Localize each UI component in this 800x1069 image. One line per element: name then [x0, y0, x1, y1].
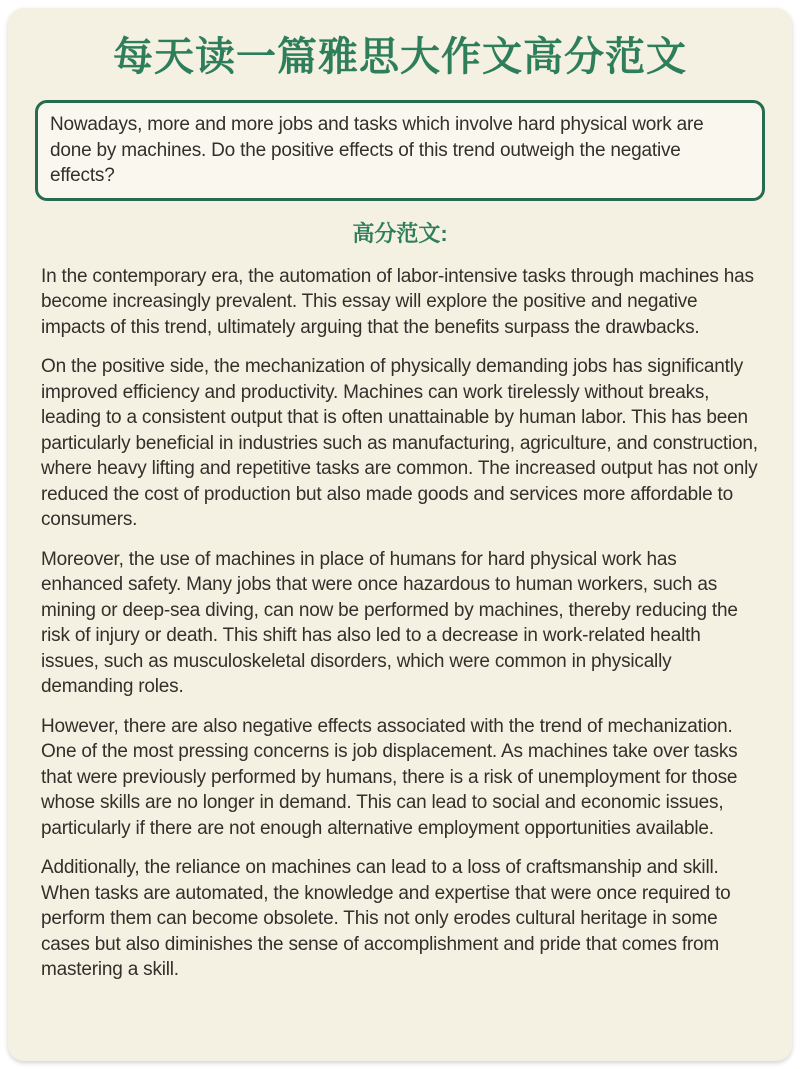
question-text: Nowadays, more and more jobs and tasks which involve hard physical work are done by machines. Do the positive effects of this trend outweigh the negative effects? — [50, 114, 704, 186]
essay-paragraph: Moreover, the use of machines in place of humans for hard physical work has enhanced safety. Many jobs that were once hazardous to human workers, such as mining or deep-sea diving, can now be performed by machines, thereby reducing the risk of injury or death. This shift has also led to a decrease in work-related health issues, such as musculoskeletal disorders, which were common in physically demanding roles. — [41, 548, 738, 697]
essay-paragraph: Additionally, the reliance on machines can lead to a loss of craftsmanship and skill. When tasks are automated, the knowledge and expertise that were once required to perform them can become obsolete. This not only erodes cultural heritage in some cases but also diminishes the sense of accomplishment and pride that comes from mastering a skill. — [41, 857, 731, 980]
essay-paragraph: However, there are also negative effects associated with the trend of mechanization. One of the most pressing concerns is job displacement. As machines take over tasks that were previously performed by humans, there is a risk of unemployment for those whose skills are no longer in demand. This can lead to social and economic issues, particularly if there are not enough alternative employment opportunities available. — [41, 715, 738, 839]
essay-card — [8, 8, 792, 1061]
question-box — [35, 100, 765, 201]
essay-paragraph: In the contemporary era, the automation of labor-intensive tasks through machines has become increasingly prevalent. This essay will explore the positive and negative impacts of this trend, ultimately arguing that the benefits surpass the drawbacks. — [41, 265, 754, 338]
essay-body — [35, 264, 765, 983]
section-heading: 高分范文: — [352, 220, 448, 246]
essay-paragraph: On the positive side, the mechanization of physically demanding jobs has significantly improved efficiency and productivity. Machines can work tirelessly without breaks, leading to a consistent output that is often unattainable by human labor. This has been particularly beneficial in industries such as manufacturing, agriculture, and construction, where heavy lifting and repetitive tasks are common. The increased output has not only reduced the cost of production but also made goods and services more affordable to consumers. — [41, 356, 758, 530]
page-title: 每天读一篇雅思大作文高分范文 — [113, 35, 687, 79]
